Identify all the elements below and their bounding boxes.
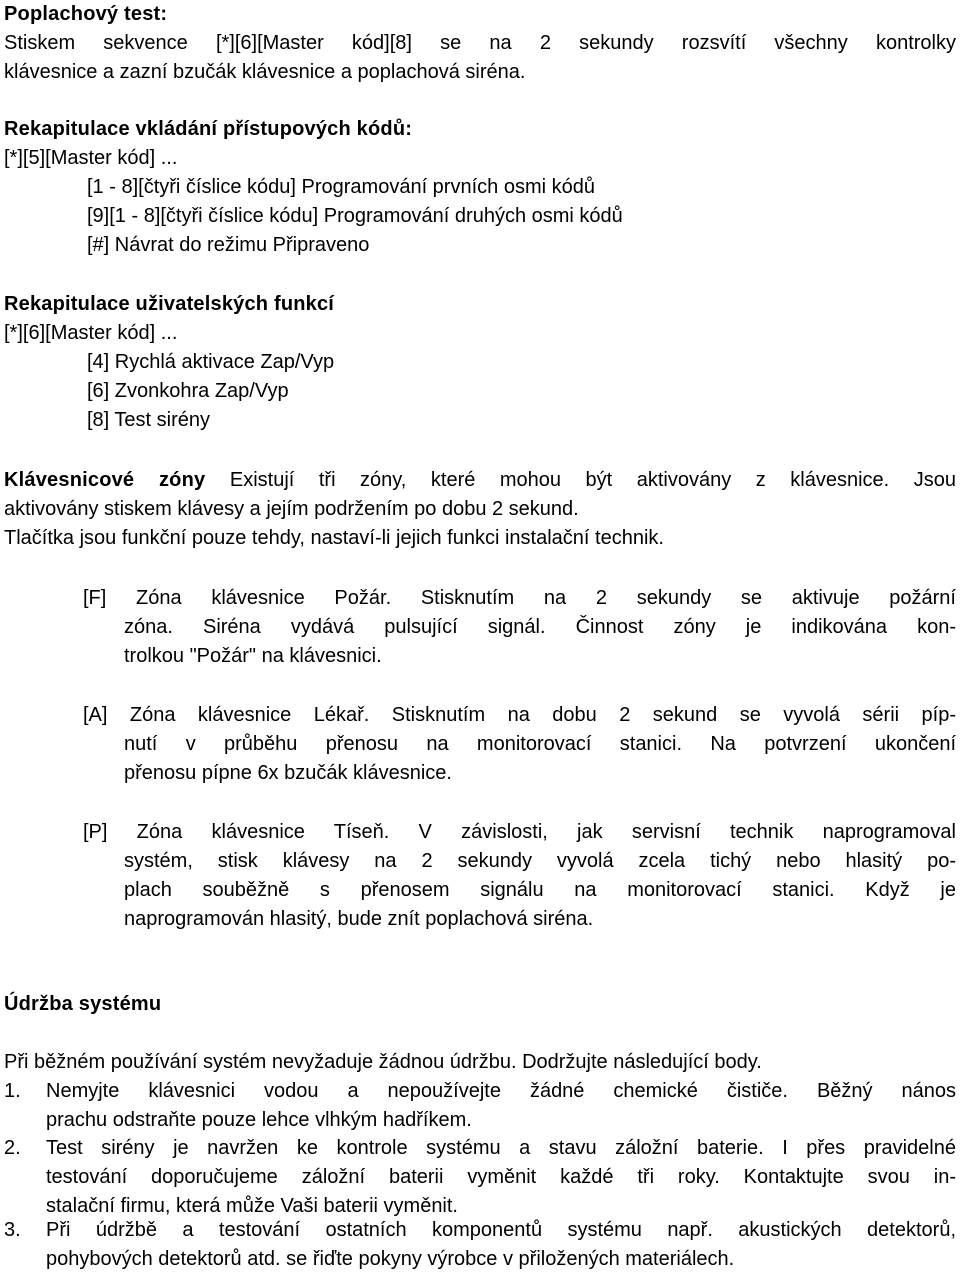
user-functions-intro: [*][6][Master kód] ... [4, 322, 178, 344]
zone-medical-line: přenosu pípne 6x bzučák klávesnice. [124, 762, 452, 784]
zone-fire-line: [F] Zóna klávesnice Požár. Stisknutím na 2 sekundy se aktivuje požární [83, 587, 956, 609]
maintenance-item-line: prachu odstraňte pouze lehce vlhkým hadříkem. [46, 1109, 472, 1131]
keypad-zones-heading: Klávesnicové zóny [4, 469, 206, 491]
alarm-test-heading: Poplachový test: [4, 3, 168, 25]
access-codes-item: [#] Návrat do režimu Připraveno [87, 234, 370, 256]
maintenance-item-line: Nemyjte klávesnici vodou a nepoužívejte žádné chemické čističe. Běžný nános [46, 1080, 956, 1102]
zone-panic-line: [P] Zóna klávesnice Tíseň. V závislosti, jak servisní technik naprogramoval [83, 821, 956, 843]
keypad-zones-line-2: aktivovány stiskem klávesy a jejím podržením po dobu 2 sekund. [4, 498, 579, 520]
maintenance-item-line: pohybových detektorů atd. se řiďte pokyny výrobce v přiložených materiálech. [46, 1248, 735, 1270]
zone-fire-line: trolkou "Požár" na klávesnici. [124, 645, 382, 667]
maintenance-heading: Údržba systému [4, 993, 162, 1015]
keypad-zones-line-1-text: Existují tři zóny, které mohou být aktivovány z klávesnice. Jsou [229, 469, 957, 491]
zone-fire [83, 584, 956, 671]
maintenance-intro: Při běžném používání systém nevyžaduje žádnou údržbu. Dodržujte následující body. [4, 1051, 762, 1073]
maintenance-item-3 [4, 1216, 956, 1274]
alarm-test-line-1: Stiskem sekvence [*][6][Master kód][8] se na 2 sekundy rozsvítí všechny kontrolky [4, 32, 956, 54]
zone-panic-line: systém, stisk klávesy na 2 sekundy vyvolá zcela tichý nebo hlasitý po- [124, 850, 956, 872]
zone-panic-line: naprogramován hlasitý, bude znít poplachová siréna. [124, 908, 594, 930]
alarm-test-line-2: klávesnice a zazní bzučák klávesnice a poplachová siréna. [4, 61, 526, 83]
maintenance-item-line: Při údržbě a testování ostatních komponentů systému např. akustických detektorů, [46, 1219, 956, 1241]
maintenance-item-1 [4, 1077, 956, 1135]
maintenance-item-number: 1. [4, 1080, 21, 1102]
maintenance-heading-block [4, 990, 956, 1019]
access-codes-item: [9][1 - 8][čtyři číslice kódu] Programování druhých osmi kódů [87, 205, 623, 227]
maintenance-item-line: Test sirény je navržen ke kontrole systému a stavu záložní baterie. I přes pravidelné [46, 1137, 956, 1159]
zone-medical [83, 701, 956, 788]
zone-panic-line: plach souběžně s přenosem signálu na monitorovací stanici. Když je [124, 879, 956, 901]
maintenance-item-number: 3. [4, 1219, 21, 1241]
zone-medical-line: nutí v průběhu přenosu na monitorovací stanici. Na potvrzení ukončení [124, 733, 956, 755]
zone-medical-line: [A] Zóna klávesnice Lékař. Stisknutím na dobu 2 sekund se vyvolá sérii píp- [83, 704, 956, 726]
keypad-zones-line-1 [4, 466, 956, 495]
alarm-test-section [4, 0, 956, 87]
user-functions-item: [4] Rychlá aktivace Zap/Vyp [87, 351, 335, 373]
zone-panic [83, 818, 956, 934]
maintenance-intro-block [4, 1048, 956, 1077]
maintenance-item-2 [4, 1134, 956, 1221]
user-functions-item: [6] Zvonkohra Zap/Vyp [87, 380, 289, 402]
user-functions-item: [8] Test sirény [87, 409, 211, 431]
user-functions-section [4, 290, 956, 435]
keypad-zones-section [4, 466, 956, 553]
maintenance-item-number: 2. [4, 1137, 21, 1159]
maintenance-item-line: stalační firmu, která může Vaši baterii vyměnit. [46, 1195, 458, 1217]
user-functions-heading: Rekapitulace uživatelských funkcí [4, 293, 335, 315]
keypad-zones-line-3: Tlačítka jsou funkční pouze tehdy, nastaví-li jejich funkci instalační technik. [4, 527, 664, 549]
access-codes-section [4, 115, 956, 260]
access-codes-item: [1 - 8][čtyři číslice kódu] Programování prvních osmi kódů [87, 176, 595, 198]
maintenance-item-line: testování doporučujeme záložní baterii vyměnit každé tři roky. Kontaktujte svou in- [46, 1166, 956, 1188]
access-codes-intro: [*][5][Master kód] ... [4, 147, 178, 169]
zone-fire-line: zóna. Siréna vydává pulsující signál. Činnost zóny je indikována kon- [124, 616, 956, 638]
access-codes-heading: Rekapitulace vkládání přístupových kódů: [4, 118, 413, 140]
